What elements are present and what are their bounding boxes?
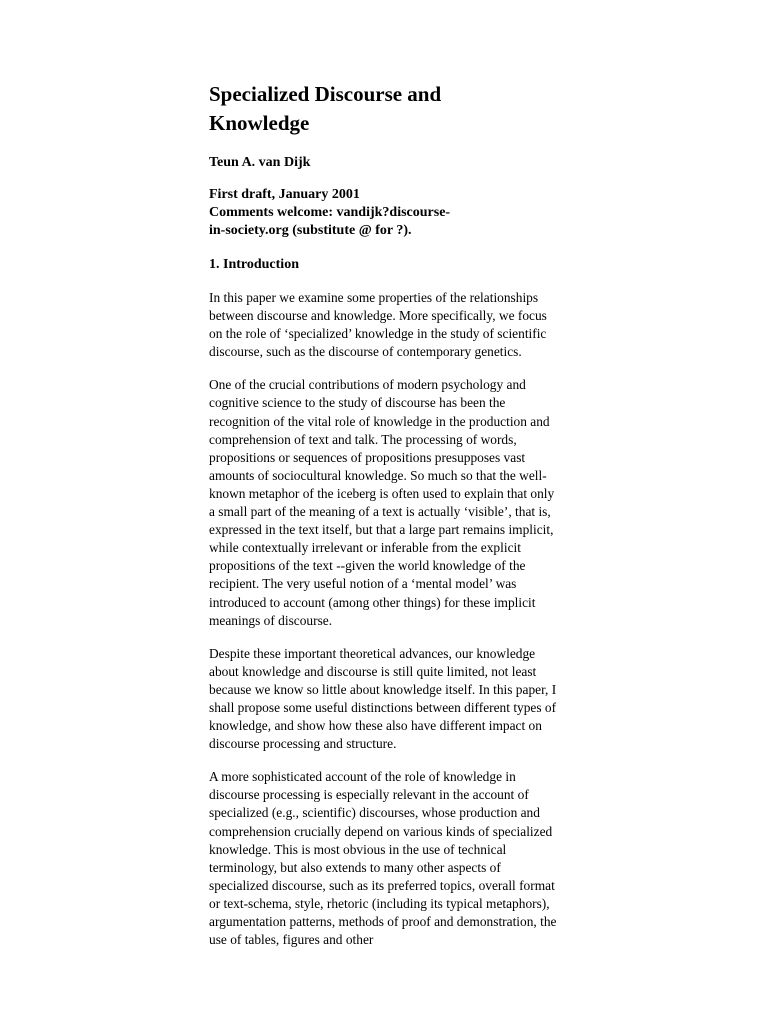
author-name: Teun A. van Dijk [209,155,311,170]
draft-date: First draft, January 2001 [209,187,360,202]
paragraph-2: One of the crucial contributions of modern psychology and cognitive science to the study of discourse has been the recognition of the vital role of knowledge in the production and comprehension of text and talk. The processing of words, propositions or sequences of propositions presupposes vast amounts of sociocultural knowledge. So much so that the well-known metaphor of the iceberg is often used to explain that only a small part of the meaning of a text is actually ‘visible’, that is, expressed in the text itself, but that a large part remains implicit, while contextually irrelevant or inferable from the explicit propositions of the text --given the world knowledge of the recipient. The very useful notion of a ‘mental model’ was introduced to account (among other things) for these implicit meanings of discourse. [209,377,555,628]
document-page [209,80,561,964]
draft-info [209,186,561,240]
document-title [209,80,561,138]
title-line-2: Knowledge [209,111,310,135]
paragraph-3: Despite these important theoretical advances, our knowledge about knowledge and discourse is still quite limited, not least because we know so little about knowledge itself. In this paper, I shall propose some useful distinctions between different types of knowledge, and show how these also have different impact on discourse processing and structure. [209,645,557,752]
paragraph-1: In this paper we examine some properties of the relationships between discourse and knowledge. More specifically, we focus on the role of ‘specialized’ knowledge in the study of scientific discourse, such as the discourse of contemporary genetics. [209,290,547,360]
title-line-1: Specialized Discourse and [209,82,442,106]
comments-line-1: Comments welcome: vandijk?discourse- [209,205,451,220]
paragraph-4: A more sophisticated account of the role of knowledge in discourse processing is especially relevant in the account of specialized (e.g., scientific) discourses, whose production and comprehension crucially depend on various kinds of specialized knowledge. This is most obvious in the use of technical terminology, but also extends to many other aspects of specialized discourse, such as its preferred topics, overall format or text-schema, style, rhetoric (including its typical metaphors), argumentation patterns, methods of proof and demonstration, the use of tables, figures and other [209,769,557,948]
comments-line-2: in-society.org (substitute @ for ?). [209,223,412,238]
section-heading: 1. Introduction [209,257,299,272]
